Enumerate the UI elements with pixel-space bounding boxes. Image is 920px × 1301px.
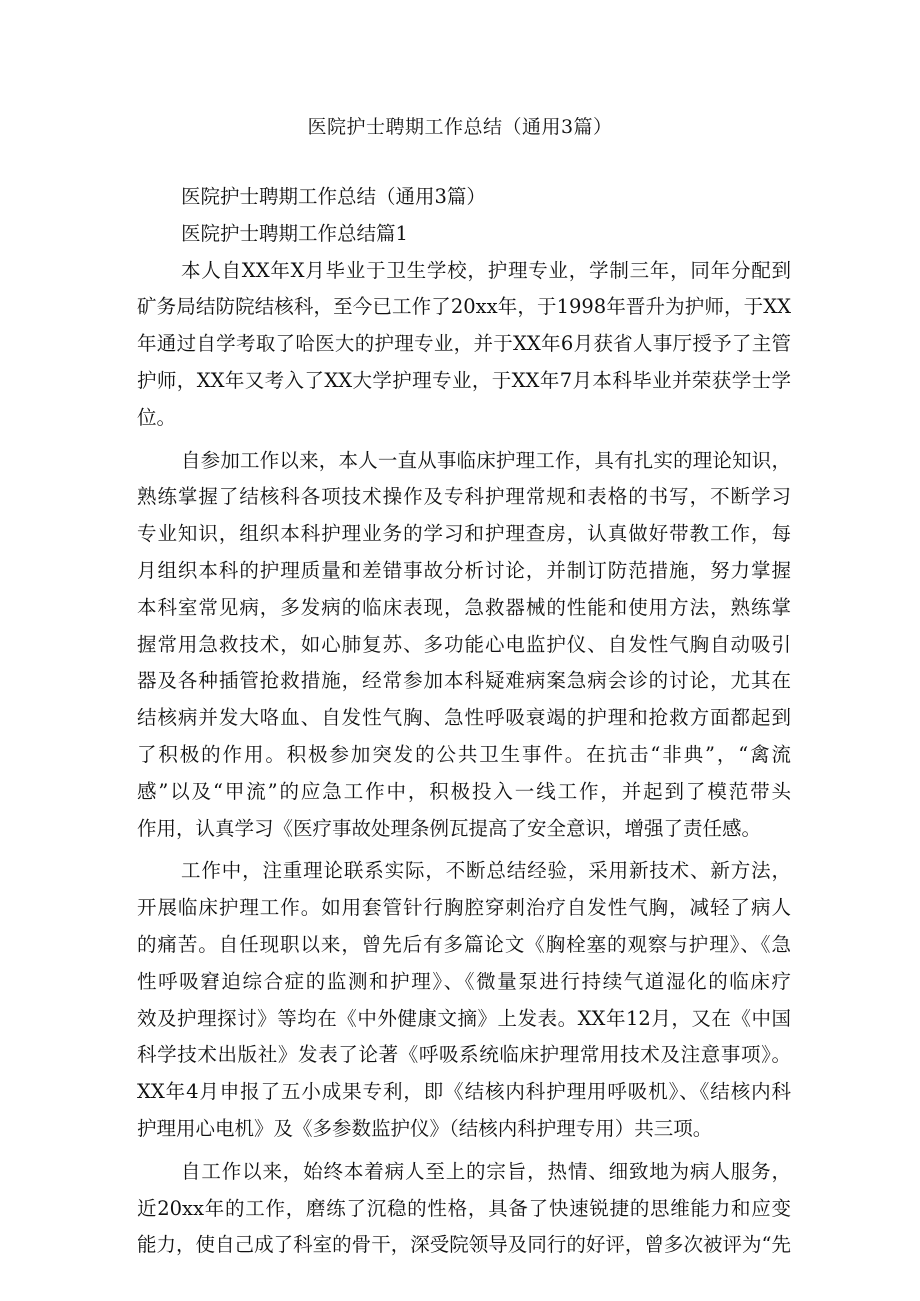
paragraph-line: 科学技术出版社》发表了论著《呼吸系统临床护理常用技术及注意事项》。 bbox=[137, 1043, 791, 1067]
paragraph-line: 了积极的作用。积极参加突发的公共卫生事件。在抗击“非典”，“禽流 bbox=[137, 742, 791, 766]
paragraph-line: 专业知识，组织本科护理业务的学习和护理查房，认真做好带教工作，每 bbox=[137, 522, 791, 546]
document-heading: 医院护士聘期工作总结（通用3篇） bbox=[181, 185, 486, 208]
paragraph-3 bbox=[137, 853, 791, 1147]
paragraph-line: 握常用急救技术，如心肺复苏、多功能心电监护仪、自发性气胸自动吸引 bbox=[137, 632, 791, 656]
paragraph-line: 性呼吸窘迫综合症的监测和护理》、《微量泵进行持续气道湿化的临床疗 bbox=[137, 969, 791, 993]
paragraph-line: 护师，XX年又考入了XX大学护理专业，于XX年7月本科毕业并荣获学士学 bbox=[137, 368, 791, 392]
paragraph-4 bbox=[137, 1154, 791, 1264]
paragraph-line: XX年4月申报了五小成果专利，即《结核内科护理用呼吸机》、《结核内科 bbox=[137, 1080, 791, 1104]
paragraph-line: 自参加工作以来，本人一直从事临床护理工作，具有扎实的理论知识， bbox=[181, 448, 791, 472]
paragraph-line: 本科室常见病，多发病的临床表现，急救器械的性能和使用方法，熟练掌 bbox=[137, 595, 791, 619]
paragraph-line: 感”以及“甲流”的应急工作中，积极投入一线工作，并起到了模范带头 bbox=[137, 779, 791, 803]
paragraph-line: 位。 bbox=[137, 405, 177, 429]
paragraph-line: 能力，使自己成了科室的骨干，深受院领导及同行的好评，曾多次被评为“先 bbox=[137, 1233, 791, 1257]
paragraph-line: 年通过自学考取了哈医大的护理专业，并于XX年6月获省人事厅授予了主管 bbox=[137, 332, 791, 356]
paragraph-line: 结核病并发大咯血、自发性气胸、急性呼吸衰竭的护理和抢救方面都起到 bbox=[137, 706, 791, 730]
paragraph-line: 器及各种插管抢救措施，经常参加本科疑难病案急病会诊的讨论，尤其在 bbox=[137, 669, 791, 693]
paragraph-line: 护理用心电机》及《多参数监护仪》（结核内科护理专用）共三项。 bbox=[137, 1116, 713, 1140]
paragraph-line: 自工作以来，始终本着病人至上的宗旨，热情、细致地为病人服务， bbox=[181, 1159, 791, 1183]
paragraph-line: 近20xx年的工作，磨练了沉稳的性格，具备了快速锐捷的思维能力和应变 bbox=[137, 1196, 791, 1220]
paragraph-line: 月组织本科的护理质量和差错事故分析讨论，并制订防范措施，努力掌握 bbox=[137, 558, 791, 582]
paragraph-line: 矿务局结防院结核科，至今已工作了20xx年，于1998年晋升为护师，于XX bbox=[137, 295, 791, 319]
paragraph-line: 开展临床护理工作。如用套管针行胸腔穿刺治疗自发性气胸，减轻了病人 bbox=[137, 896, 791, 920]
paragraph-line: 效及护理探讨》等均在《中外健康文摘》上发表。XX年12月，又在《中国 bbox=[137, 1006, 791, 1030]
document-body bbox=[137, 179, 791, 1264]
paragraph-line: 的痛苦。自任现职以来，曾先后有多篇论文《胸栓塞的观察与护理》、《急 bbox=[137, 932, 791, 956]
document-subheading: 医院护士聘期工作总结篇1 bbox=[181, 221, 408, 245]
paragraph-1 bbox=[137, 253, 791, 437]
document-title: 医院护士聘期工作总结（通用3篇） bbox=[307, 116, 613, 138]
paragraph-line: 作用，认真学习《医疗事故处理条例瓦提高了安全意识，增强了责任感。 bbox=[137, 816, 762, 840]
paragraph-line: 熟练掌握了结核科各项技术操作及专科护理常规和表格的书写，不断学习 bbox=[137, 485, 791, 509]
paragraph-line: 工作中，注重理论联系实际，不断总结经验，采用新技术、新方法， bbox=[181, 859, 791, 883]
paragraph-2 bbox=[137, 443, 791, 848]
paragraph-line: 本人自XX年X月毕业于卫生学校，护理专业，学制三年，同年分配到 bbox=[181, 258, 791, 282]
